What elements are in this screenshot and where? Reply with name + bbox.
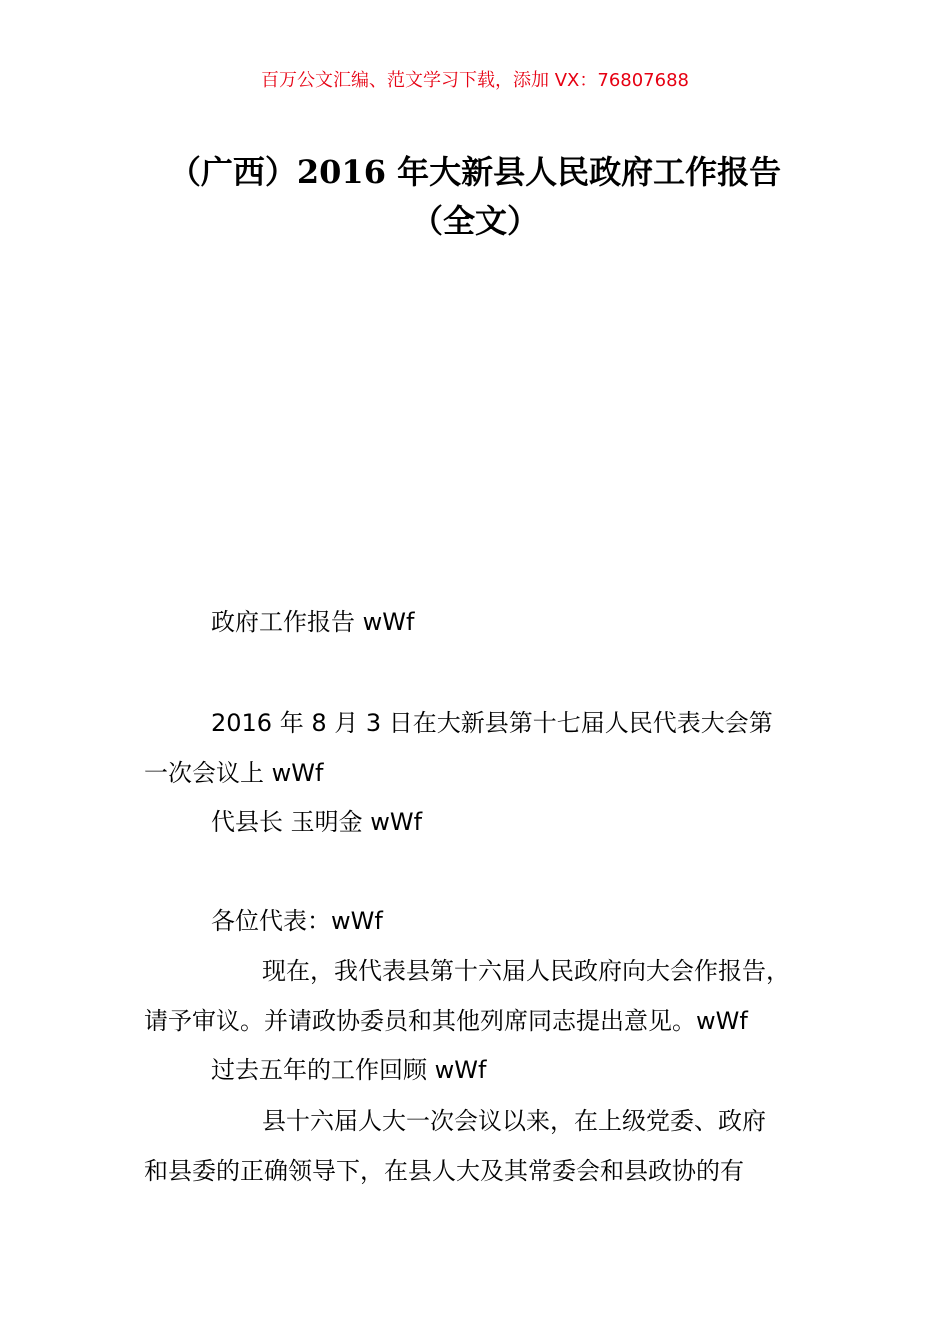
meeting-date-line: 2016 年 8 月 3 日在大新县第十七届人民代表大会第	[211, 709, 773, 737]
header-promo-note: 百万公文汇编、范文学习下载，添加 VX：76807688	[261, 70, 689, 91]
body-paragraph-2-line-1: 县十六届人大一次会议以来，在上级党委、政府	[262, 1107, 766, 1135]
meeting-date-line-cont: 一次会议上 wWf	[144, 759, 324, 787]
body-paragraph-1-line-1: 现在，我代表县第十六届人民政府向大会作报告，	[262, 957, 790, 985]
speaker-line: 代县长 玉明金 wWf	[211, 808, 423, 836]
report-heading: 政府工作报告 wWf	[211, 608, 415, 636]
document-title-line-2: （全文）	[410, 202, 539, 240]
document-title-line-1: （广西）2016 年大新县人民政府工作报告	[168, 153, 782, 191]
body-paragraph-2-line-2: 和县委的正确领导下，在县人大及其常委会和县政协的有	[144, 1157, 744, 1185]
body-paragraph-1-line-2: 请予审议。并请政协委员和其他列席同志提出意见。wWf	[144, 1007, 748, 1035]
salutation: 各位代表：wWf	[211, 907, 383, 935]
section-heading-review: 过去五年的工作回顾 wWf	[211, 1056, 487, 1084]
